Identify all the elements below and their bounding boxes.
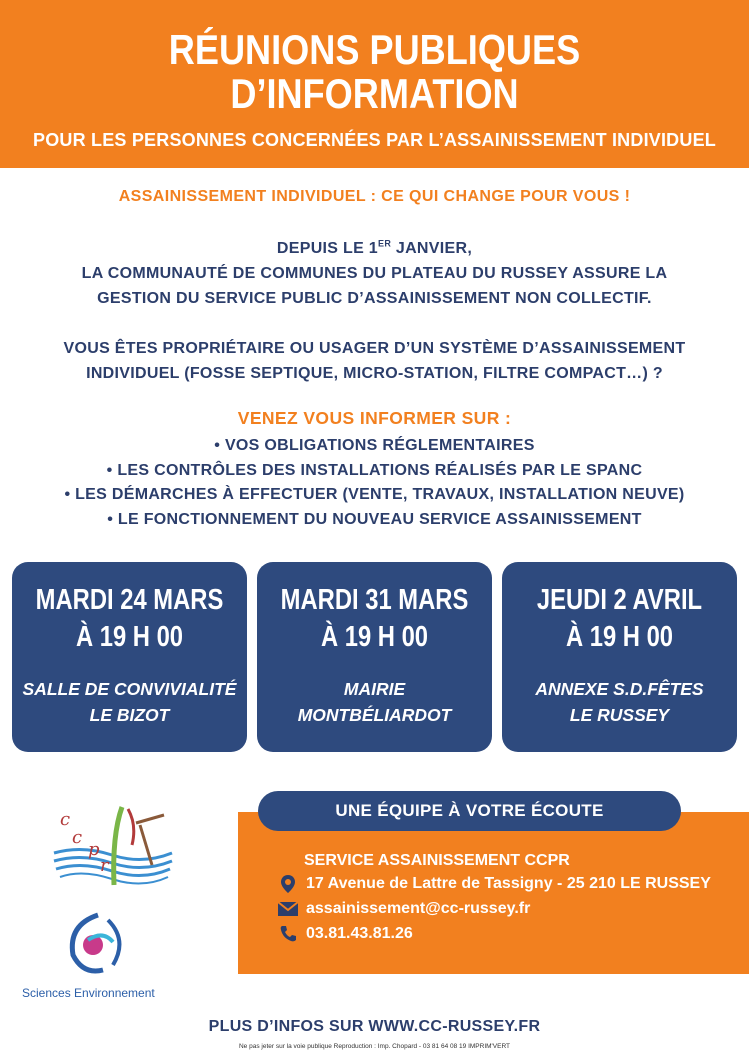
svg-text:c: c (72, 827, 83, 848)
meeting-date: MARDI 31 MARS À 19 H 00 (280, 584, 469, 653)
question-line2: INDIVIDUEL (FOSSE SEPTIQUE, MICRO-STATION, FILTRE COMPACT…) ? (86, 365, 663, 382)
meeting-place: SALLE DE CONVIVIALITÉ LE BIZOT (22, 679, 237, 725)
inform-heading: VENEZ VOUS INFORMER SUR : (237, 408, 512, 428)
service-name: SERVICE ASSAINISSEMENT CCPR (304, 852, 570, 869)
list-item: • LES CONTRÔLES DES INSTALLATIONS RÉALISÉS PAR LE SPANC (0, 459, 749, 484)
intro-line2: LA COMMUNAUTÉ DE COMMUNES DU PLATEAU DU RUSSEY ASSURE LA (81, 265, 668, 282)
meeting-card-le-russey (502, 562, 737, 752)
meeting-date: MARDI 24 MARS À 19 H 00 (35, 584, 224, 653)
phone-row (278, 924, 413, 944)
meeting-card-montbeliardot (257, 562, 492, 752)
location-pin-icon (278, 874, 298, 894)
email-link[interactable]: assainissement@cc-russey.fr (306, 900, 531, 917)
question-line1: VOUS ÊTES PROPRIÉTAIRE OU USAGER D’UN SYSTÈME D’ASSAINISSEMENT (63, 340, 686, 357)
meeting-place: ANNEXE S.D.FÊTES LE RUSSEY (535, 679, 704, 725)
email-row (278, 899, 530, 919)
topics-list (0, 434, 749, 532)
address-text: 17 Avenue de Lattre de Tassigny - 25 210 LE RUSSEY (306, 875, 711, 892)
phone-icon (278, 924, 298, 944)
intro-line3: GESTION DU SERVICE PUBLIC D’ASSAINISSEMENT NON COLLECTIF. (97, 290, 652, 307)
sciences-environnement-label: Sciences Environnement (22, 986, 155, 1000)
intro-paragraph (0, 236, 749, 311)
list-item: • VOS OBLIGATIONS RÉGLEMENTAIRES (0, 434, 749, 459)
intro-line1: DEPUIS LE 1ER JANVIER, (276, 238, 473, 257)
meeting-place: MAIRIE MONTBÉLIARDOT (297, 679, 452, 725)
envelope-icon (278, 899, 298, 919)
address-row (278, 874, 711, 894)
phone-text: 03.81.43.81.26 (306, 925, 413, 942)
svg-text:p: p (88, 839, 100, 860)
section-heading: ASSAINISSEMENT INDIVIDUEL : CE QUI CHANGE POUR VOUS ! (118, 188, 631, 205)
ccpr-logo-icon (42, 795, 177, 905)
question-paragraph (0, 336, 749, 386)
main-title-line2: D’INFORMATION (230, 70, 519, 117)
footer-note: Ne pas jeter sur la voie publique Reproduction : Imp. Chopard - 03 81 64 08 19 IMPRIM'VERT (238, 1043, 510, 1050)
contact-box (238, 812, 749, 974)
svg-text:c: c (60, 809, 71, 830)
meeting-card-bizot (12, 562, 247, 752)
meeting-date: JEUDI 2 AVRIL À 19 H 00 (536, 584, 703, 653)
more-info-link[interactable]: PLUS D’INFOS SUR WWW.CC-RUSSEY.FR (208, 1018, 541, 1035)
team-banner: UNE ÉQUIPE À VOTRE ÉCOUTE (258, 791, 681, 831)
header-subtitle: POUR LES PERSONNES CONCERNÉES PAR L’ASSAINISSEMENT INDIVIDUEL (33, 130, 716, 150)
list-item: • LE FONCTIONNEMENT DU NOUVEAU SERVICE ASSAINISSEMENT (0, 508, 749, 533)
list-item: • LES DÉMARCHES À EFFECTUER (VENTE, TRAVAUX, INSTALLATION NEUVE) (0, 483, 749, 508)
header-banner (0, 0, 749, 168)
svg-text:r: r (100, 855, 109, 876)
main-title-line1: RÉUNIONS PUBLIQUES (168, 26, 581, 73)
sciences-environnement-logo-icon (58, 910, 138, 980)
